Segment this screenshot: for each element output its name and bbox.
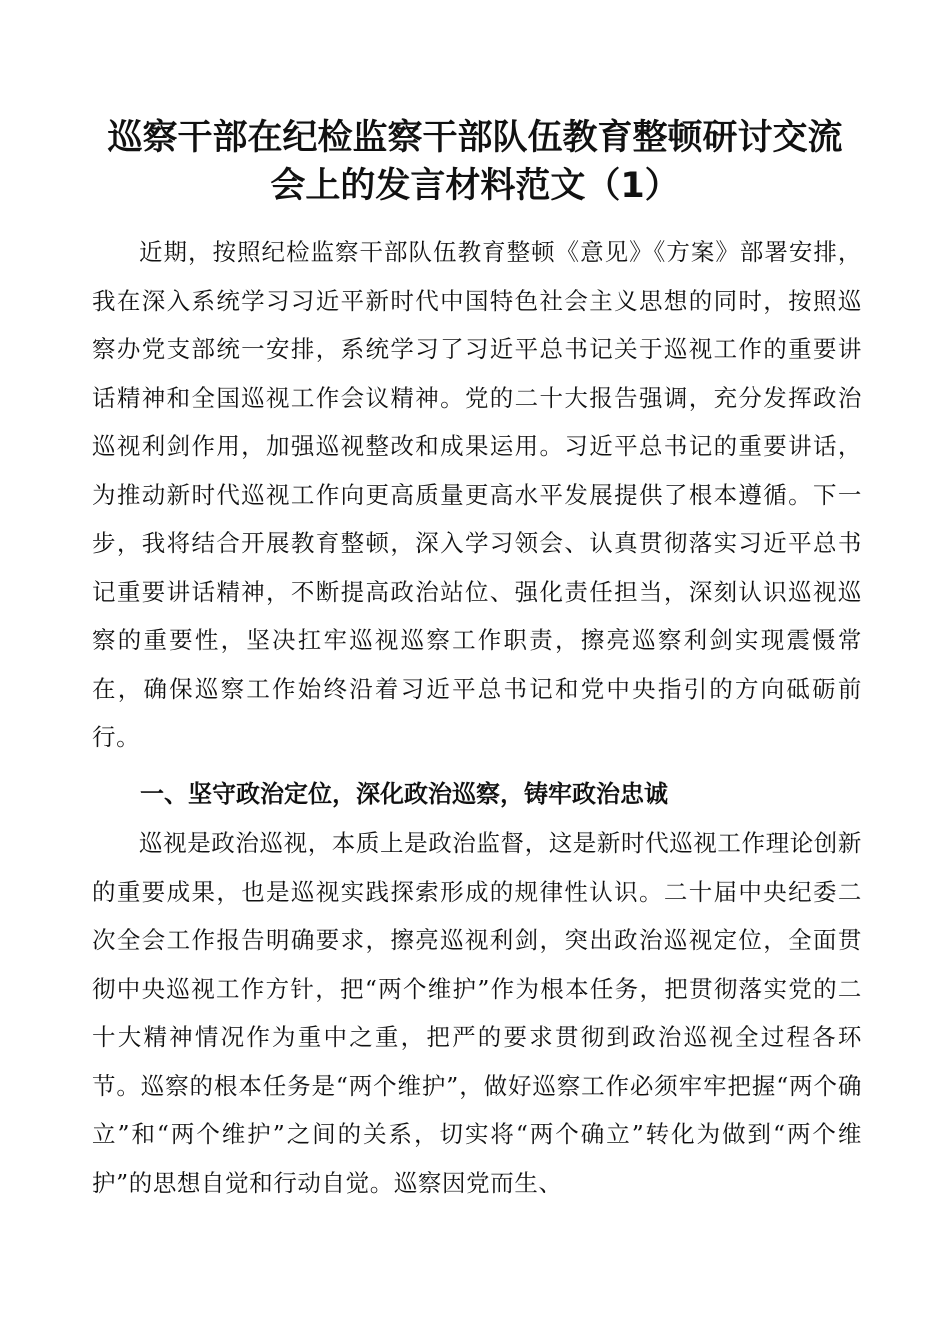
body-paragraph-2: 巡视是政治巡视，本质上是政治监督，这是新时代巡视工作理论创新的重要成果，也是巡视实践探索形成的规律性认识。二十届中央纪委二次全会工作报告明确要求，擦亮巡视利剑，突出政治巡视定位，全面贯彻中央巡视工作方针，把“两个维护”作为根本任务，把贯彻落实党的二十大精神情况作为重中之重，把严的要求贯彻到政治巡视全过程各环节。巡察的根本任务是“两个维护”，做好巡察工作必须牢牢把握“两个确立”和“两个维护”之间的关系，切实将“两个确立”转化为做到“两个维护”的思想自觉和行动自觉。巡察因党而生、 xyxy=(92,829,862,1197)
section-heading-1: 一、坚守政治定位，深化政治巡察，铸牢政治忠诚 xyxy=(140,780,668,808)
body-paragraph-1: 近期，按照纪检监察干部队伍教育整顿《意见》《方案》部署安排，我在深入系统学习习近平新时代中国特色社会主义思想的同时，按照巡察办党支部统一安排，系统学习了习近平总书记关于巡视工作的重要讲话精神和全国巡视工作会议精神。党的二十大报告强调，充分发挥政治巡视利剑作用，加强巡视整改和成果运用。习近平总书记的重要讲话，为推动新时代巡视工作向更高质量更高水平发展提供了根本遵循。下一步，我将结合开展教育整顿，深入学习领会、认真贯彻落实习近平总书记重要讲话精神，不断提高政治站位、强化责任担当，深刻认识巡视巡察的重要性，坚决扛牢巡视巡察工作职责，擦亮巡察利剑实现震慑常在，确保巡察工作始终沿着习近平总书记和党中央指引的方向砥砺前行。 xyxy=(92,238,862,751)
document-title-line-2: 会上的发言材料范文（1） xyxy=(270,166,680,206)
document-title-line-1: 巡察干部在纪检监察干部队伍教育整顿研讨交流 xyxy=(107,118,843,158)
